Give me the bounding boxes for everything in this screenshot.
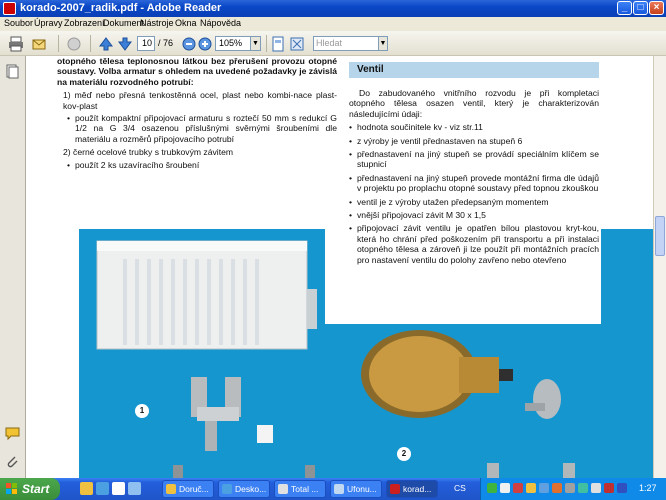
menu-bar [0,17,666,31]
quicklaunch-icon[interactable] [112,482,125,495]
navigation-pane [0,56,26,478]
comments-icon[interactable] [5,426,20,441]
ventil-bullet-6 [349,210,599,220]
tray-icon[interactable] [591,483,601,493]
document-view[interactable] [26,56,653,478]
ventil-bullet-text: přednastavení na jiný stupeň provede montážní firma dle údajů v projektu po proplachu otopné soustavy před topnou zkouškou [357,172,599,194]
quicklaunch-icon[interactable] [128,482,141,495]
clock: 1:27 [639,483,657,493]
list-subitem-2-text: použít 2 ks uzavíracího šroubení [75,159,200,170]
pdf-page [26,56,653,478]
zoom-dropdown-icon[interactable]: ▼ [251,36,261,51]
full-screen-icon[interactable] [289,36,305,52]
bullet-icon: • [349,135,353,146]
tray-icon[interactable] [578,483,588,493]
bullet-icon: • [349,122,353,133]
taskbar-button-doruc[interactable] [162,480,214,498]
ventil-bullet-text: připojovací závit ventilu je opatřen bílou plastovou kryt-kou, která ho chrání před poškozením při transportu a při instalaci otopného tělesa a zároveň ji lze použít při montážních pracích pro nastavení ventilu do polohy zavřeno nebo otevřeno [357,223,599,265]
system-tray [480,478,666,500]
tray-icon[interactable] [604,483,614,493]
quicklaunch-icon[interactable] [96,482,109,495]
toolbar-separator [58,35,59,52]
ventil-bullet-text: ventil je z výroby utažen předepsaným momentem [357,196,549,207]
callout-1: 1 [135,404,149,418]
menu-napoveda[interactable]: Nápověda [200,18,242,28]
list-item-1: 1) měď nebo přesná tenkostěnná ocel, plast nebo kombi-nace plast-kov-plast [63,90,337,111]
app-icon [166,484,176,494]
app-icon [222,484,232,494]
tray-icon[interactable] [526,483,536,493]
hand-tool-icon[interactable] [66,36,82,52]
maximize-button[interactable]: □ [633,1,648,15]
search-dropdown-icon[interactable]: ▼ [379,36,388,51]
language-label: CS [454,483,466,493]
app-icon [278,484,288,494]
ventil-heading: Ventil [349,62,599,78]
close-button[interactable]: × [649,1,664,15]
zoom-input[interactable]: 105% [215,36,251,51]
title-bar [0,0,666,17]
scrollbar-thumb[interactable] [655,216,665,256]
menu-upravy[interactable]: Úpravy [34,18,63,28]
fit-page-icon[interactable] [270,36,286,52]
attachments-icon[interactable] [5,454,20,469]
menu-zobrazeni[interactable]: Zobrazení [64,18,105,28]
next-page-icon[interactable] [117,36,133,52]
print-icon[interactable] [8,36,24,52]
taskbar-button-label: Total ... [291,484,319,494]
ventil-intro-text: Do zabudovaného vnitřního rozvodu je při kompletaci otopného tělesa osazen ventil, který je charakterizován následujícími údaji: [349,88,599,119]
taskbar-button-label: korad... [403,484,432,494]
taskbar-button-ufonu[interactable] [330,480,382,498]
taskbar-button-label: Ufonu... [347,484,377,494]
windows-logo-icon [6,483,18,495]
ventil-bullet-3 [349,149,599,170]
ventil-bullet-text: vnější připojovací závit M 30 x 1,5 [357,210,486,221]
toolbar-separator [266,35,267,52]
ventil-bullet-text: z výroby je ventil přednastaven na stupeň 6 [357,135,523,146]
ventil-bullet-7 [349,223,599,265]
tray-icon[interactable] [500,483,510,493]
minimize-button[interactable]: _ [617,1,632,15]
adobe-reader-icon [3,2,16,15]
ventil-bullet-text: hodnota součinitele kv - viz str.11 [357,122,483,133]
tray-icon[interactable] [487,483,497,493]
toolbar [0,31,666,56]
bullet-icon: • [349,196,353,207]
tray-icon[interactable] [552,483,562,493]
zoom-out-icon[interactable] [181,36,197,52]
app-icon [334,484,344,494]
tray-icon[interactable] [539,483,549,493]
menu-okna[interactable]: Okna [175,18,197,28]
page-number-input[interactable]: 10 [137,36,155,51]
search-input[interactable]: Hledat [313,36,379,51]
zoom-in-icon[interactable] [197,36,213,52]
left-intro-text: otopného tělesa teplonosnou látkou bez přerušení provozu otopné soustavy. Volba armatur s ohledem na uvedené požadavky je závislá na materiálu rozvodného potrubí: [57,56,337,87]
menu-soubor[interactable]: Soubor [4,18,34,28]
ventil-bullet-5 [349,197,599,207]
taskbar-button-label: Desko... [235,484,267,494]
bullet-icon: • [349,149,353,160]
bullet-icon: • [349,210,353,221]
list-subitem-1-text: použít kompaktní připojovací armaturu s roztečí 50 mm s redukcí G 1/2 na G 3/4 osazenou příslušnými svěrnými šroubeními dle materiálu a rozměrů připojovacího potrubí [75,113,337,144]
vertical-scrollbar[interactable] [653,56,666,478]
list-subitem-1 [57,113,337,144]
taskbar [0,478,666,500]
page-total: / 76 [158,38,174,48]
list-subitem-2 [57,160,337,170]
adobe-reader-icon [390,484,400,494]
taskbar-button-desko[interactable] [218,480,270,498]
tray-icon[interactable] [565,483,575,493]
menu-nastroje[interactable]: Nástroje [140,18,174,28]
taskbar-button-label: Doruč... [179,484,209,494]
ventil-bullet-4 [349,173,599,194]
bullet-icon: • [349,223,353,234]
start-button[interactable] [0,478,60,500]
language-indicator[interactable] [442,480,476,498]
menu-dokument[interactable]: Dokument [103,18,145,28]
callout-2: 2 [397,447,411,461]
right-column [349,88,599,265]
tray-icon[interactable] [617,483,627,493]
ventil-bullet-2 [349,136,599,146]
ventil-bullet-1 [349,122,599,132]
list-item-2: 2) černé ocelové trubky s trubkovým závitem [63,147,234,158]
email-icon[interactable] [32,36,48,52]
tray-icon[interactable] [513,483,523,493]
bullet-icon: • [349,172,353,183]
ventil-bullet-text: přednastavení na jiný stupeň se provádí speciálním klíčem se stupnicí [357,149,599,170]
start-label: Start [22,482,50,496]
taskbar-button-korado[interactable] [386,480,438,498]
toolbar-separator [90,35,91,52]
pages-icon[interactable] [5,64,20,79]
taskbar-button-total[interactable] [274,480,326,498]
window-title: korado-2007_radik.pdf - Adobe Reader [20,2,222,14]
previous-page-icon[interactable] [98,36,114,52]
bullet-icon: • [67,113,71,124]
quicklaunch-icon[interactable] [80,482,93,495]
bullet-icon: • [67,159,71,170]
left-column [57,56,337,170]
